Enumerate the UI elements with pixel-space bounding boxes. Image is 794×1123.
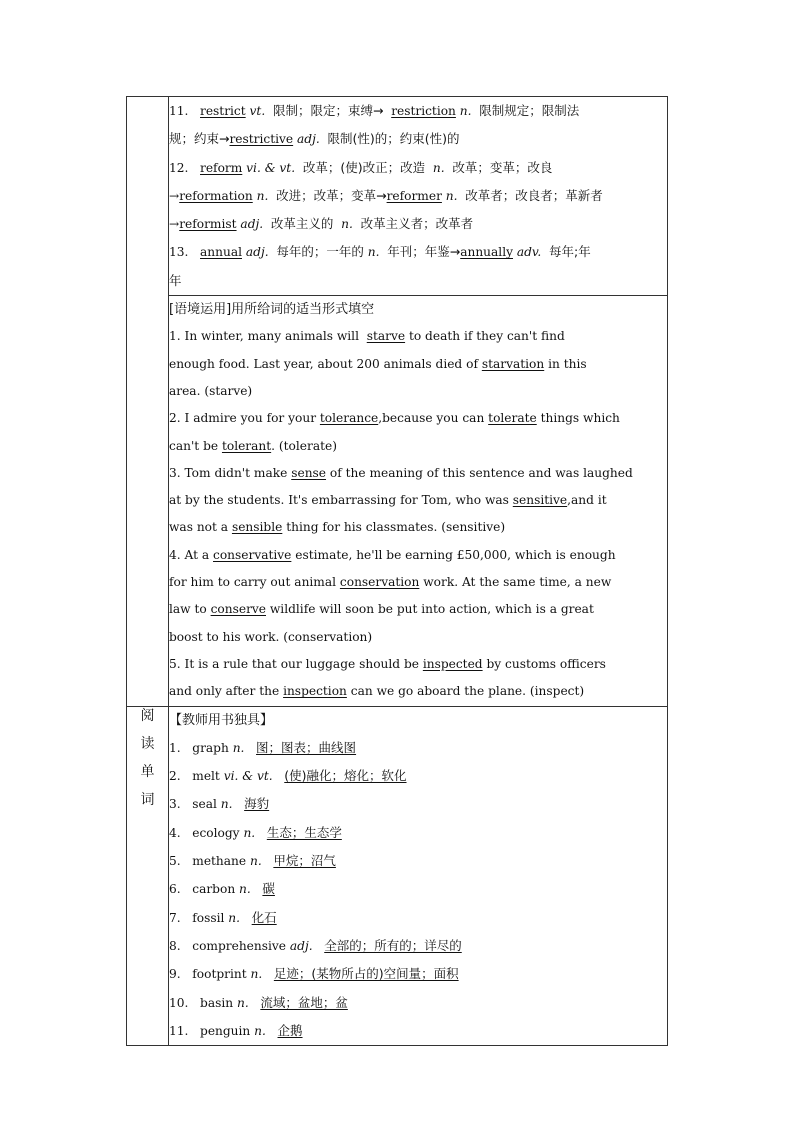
teacher-book-title: 【教师用书独具】 <box>169 712 274 728</box>
meaning: 企鹅 <box>277 1022 303 1038</box>
answer-blank: tolerance <box>319 411 379 426</box>
exercise-line <box>169 460 667 487</box>
answer-blank: sense <box>291 465 327 480</box>
part-of-speech: n. <box>445 188 458 203</box>
sentence-text: 1. In winter, many animals will <box>169 329 359 344</box>
part-of-speech: adj. <box>245 245 269 260</box>
sentence-text: ,and it <box>567 493 607 508</box>
sentence-text: 4. At a <box>169 547 210 562</box>
vocab-word: seal <box>192 797 217 812</box>
arrow-icon: → <box>169 188 180 203</box>
vocab-line <box>169 267 667 295</box>
derived-word: restrictive <box>229 132 294 147</box>
arrow-icon: → <box>169 217 180 232</box>
sentence-text: for him to carry out animal <box>169 575 337 590</box>
item-number: 7. <box>169 910 181 925</box>
vocab-word: basin <box>200 995 234 1010</box>
vocab-line <box>169 210 667 238</box>
answer-blank: sensitive <box>512 493 568 508</box>
sentence-text: of the meaning of this sentence and was laughed <box>329 465 633 480</box>
vocab-line <box>169 97 667 125</box>
vocab-word: footprint <box>192 967 247 982</box>
meaning: 改革主义者；改革者 <box>360 216 474 232</box>
exercise-line <box>169 651 667 678</box>
vocab-word: comprehensive <box>192 938 286 953</box>
answer-blank: sensible <box>231 520 283 535</box>
part-of-speech: vi. & vt. <box>223 769 273 784</box>
vocab-word: fossil <box>192 910 225 925</box>
list-item <box>169 734 667 762</box>
meaning: 化石 <box>251 909 277 925</box>
side-char: 单 <box>140 763 155 780</box>
list-item <box>169 762 667 790</box>
list-item <box>169 904 667 932</box>
meaning: 改革者；改良者；革新者 <box>465 187 603 203</box>
meaning: 甲烷；沼气 <box>273 853 336 869</box>
sentence-text: to death if they can't find <box>408 329 565 344</box>
sentence-text: and only after the <box>169 684 280 699</box>
sentence-text: law to <box>169 602 207 617</box>
part-of-speech: n. <box>367 245 380 260</box>
answer-blank: conserve <box>210 602 266 617</box>
part-of-speech: n. <box>341 217 353 232</box>
sentence-text: enough food. Last year, about 200 animals died of <box>169 356 478 371</box>
sentence-text: ,because you can <box>378 411 485 426</box>
vocab-line <box>169 154 667 182</box>
part-of-speech: n. <box>250 967 263 982</box>
derived-word: restriction <box>391 104 456 118</box>
list-item <box>169 790 667 818</box>
item-number: 12. <box>169 160 189 175</box>
reading-side-label <box>127 706 169 1046</box>
vocabulary-table <box>126 96 668 1046</box>
derived-word: reformer <box>386 188 442 203</box>
vocab-word: carbon <box>192 882 236 897</box>
sentence-text: 3. Tom didn't make <box>169 465 288 480</box>
list-item <box>169 1017 667 1045</box>
sentence-text: wildlife will soon be put into action, which is a great <box>269 602 594 617</box>
exercise-line <box>169 405 667 432</box>
list-item <box>169 847 667 875</box>
derived-word: reformist <box>179 217 237 232</box>
answer-blank: starvation <box>481 356 545 371</box>
part-of-speech: n. <box>220 797 233 812</box>
sentence-text: area. (starve) <box>169 383 253 398</box>
derived-word: reformation <box>179 188 253 203</box>
sentence-text: at by the students. It's embarrassing for Tom, who was <box>169 493 509 508</box>
item-number: 2. <box>169 769 181 784</box>
item-number: 11. <box>169 104 189 118</box>
exercise-line <box>169 542 667 569</box>
part-of-speech: adj. <box>240 217 264 232</box>
sentence-text: can we go aboard the plane. (inspect) <box>350 684 585 699</box>
exercise-line <box>169 596 667 623</box>
meaning: 生态；生态学 <box>266 824 342 840</box>
answer-blank: tolerant <box>221 438 272 453</box>
item-number: 1. <box>169 740 181 755</box>
part-of-speech: n. <box>239 882 251 897</box>
exercise-line <box>169 378 667 405</box>
part-of-speech: n. <box>254 1023 266 1038</box>
vocab-derivatives-cell <box>169 97 668 296</box>
meaning: 流域；盆地；盆 <box>260 994 348 1010</box>
exercise-cell <box>169 296 668 706</box>
side-char: 读 <box>140 735 155 752</box>
sentence-text: . (tolerate) <box>271 438 337 453</box>
meaning: 限制规定；限制法 <box>479 103 580 118</box>
item-number: 5. <box>169 854 181 869</box>
vocab-word: restrict <box>200 104 246 118</box>
reading-words-cell <box>169 706 668 1046</box>
meaning: 限制(性)的；约束(性)的 <box>327 131 460 147</box>
exercise-line <box>169 487 667 514</box>
part-of-speech: vt. <box>249 104 266 118</box>
part-of-speech: n. <box>228 910 241 925</box>
meaning: 海豹 <box>244 796 270 812</box>
vocab-word: graph <box>192 740 229 755</box>
meaning: 足迹；(某物所占的)空间量；面积 <box>273 966 459 982</box>
exercise-line <box>169 624 667 651</box>
item-number: 13. <box>169 245 189 260</box>
meaning: 每年的；一年的 <box>276 244 364 260</box>
exercise-title: [语境运用]用所给词的适当形式填空 <box>169 302 375 318</box>
part-of-speech: adj. <box>297 132 320 147</box>
meaning: 改革；变革；改良 <box>452 159 553 175</box>
meaning: (使)融化；熔化；软化 <box>284 768 407 784</box>
sentence-text: 5. It is a rule that our luggage should be <box>169 656 419 671</box>
exercise-line <box>169 514 667 541</box>
meaning: 碳 <box>262 881 275 897</box>
meaning: 每年;年 <box>549 244 591 260</box>
part-of-speech: n. <box>256 188 269 203</box>
item-number: 11. <box>169 1023 189 1038</box>
exercise-row <box>127 296 668 706</box>
side-char: 词 <box>140 791 155 808</box>
sentence-text: by customs officers <box>486 656 606 671</box>
item-number: 3. <box>169 797 181 812</box>
vocab-word: methane <box>192 854 247 869</box>
vocab-word: reform <box>200 160 243 175</box>
exercise-line <box>169 351 667 378</box>
vocab-word: melt <box>192 769 220 784</box>
sentence-text: 2. I admire you for your <box>169 411 317 426</box>
part-of-speech: n. <box>236 995 249 1010</box>
answer-blank: starve <box>366 329 406 344</box>
answer-blank: conservation <box>339 575 420 590</box>
list-item <box>169 989 667 1017</box>
exercise-line <box>169 569 667 596</box>
exercise-line <box>169 323 667 350</box>
vocab-row <box>127 97 668 296</box>
sentence-text: work. At the same time, a new <box>423 575 612 590</box>
answer-blank: inspection <box>283 684 347 699</box>
part-of-speech: n. <box>243 825 256 840</box>
list-item <box>169 875 667 903</box>
meaning: 全部的；所有的；详尽的 <box>324 937 462 953</box>
vocab-line <box>169 238 667 266</box>
meaning: 限制；限定；束缚→ <box>272 103 384 118</box>
part-of-speech: n. <box>232 740 245 755</box>
meaning: 年 <box>169 272 182 288</box>
exercise-line <box>169 433 667 460</box>
sentence-text: boost to his work. (conservation) <box>169 629 373 644</box>
side-char: 阅 <box>140 707 155 724</box>
reading-word-list <box>169 734 667 1045</box>
sentence-text: can't be <box>169 438 219 453</box>
item-number: 8. <box>169 938 181 953</box>
list-item <box>169 960 667 988</box>
list-item <box>169 819 667 847</box>
part-of-speech: n. <box>250 854 262 869</box>
answer-blank: tolerate <box>488 411 537 426</box>
sentence-text: thing for his classmates. (sensitive) <box>286 520 506 535</box>
item-number: 10. <box>169 995 189 1010</box>
item-number: 6. <box>169 882 181 897</box>
item-number: 4. <box>169 825 181 840</box>
part-of-speech: adv. <box>516 245 542 260</box>
derived-word: annually <box>460 245 513 260</box>
exercise-line <box>169 678 667 705</box>
vocab-word: annual <box>200 245 242 260</box>
reading-row <box>127 706 668 1046</box>
sentence-text: in this <box>548 356 587 371</box>
meaning: 年刊；年鉴→ <box>387 244 461 260</box>
meaning: 改革主义的 <box>270 216 334 232</box>
part-of-speech: n. <box>459 104 472 118</box>
item-number: 9. <box>169 967 181 982</box>
meaning: 改革；(使)改正；改造 <box>302 159 426 175</box>
part-of-speech: vi. & vt. <box>246 160 296 175</box>
vocab-line <box>169 125 667 153</box>
meaning: 改进；改革；变革→ <box>276 187 387 203</box>
vocab-line <box>169 182 667 210</box>
sentence-text: estimate, he'll be earning £50,000, which is enough <box>295 547 616 562</box>
answer-blank: inspected <box>422 656 483 671</box>
vocab-word: ecology <box>192 825 240 840</box>
side-cell-empty <box>127 97 169 707</box>
vocab-word: penguin <box>200 1023 251 1038</box>
part-of-speech: adj. <box>289 938 313 953</box>
sentence-text: things which <box>540 411 620 426</box>
sentence-text: was not a <box>169 520 229 535</box>
meaning: 图；图表；曲线图 <box>256 739 357 755</box>
meaning: 规；约束→ <box>169 131 230 147</box>
answer-blank: conservative <box>213 547 292 562</box>
part-of-speech: n. <box>432 160 445 175</box>
list-item <box>169 932 667 960</box>
